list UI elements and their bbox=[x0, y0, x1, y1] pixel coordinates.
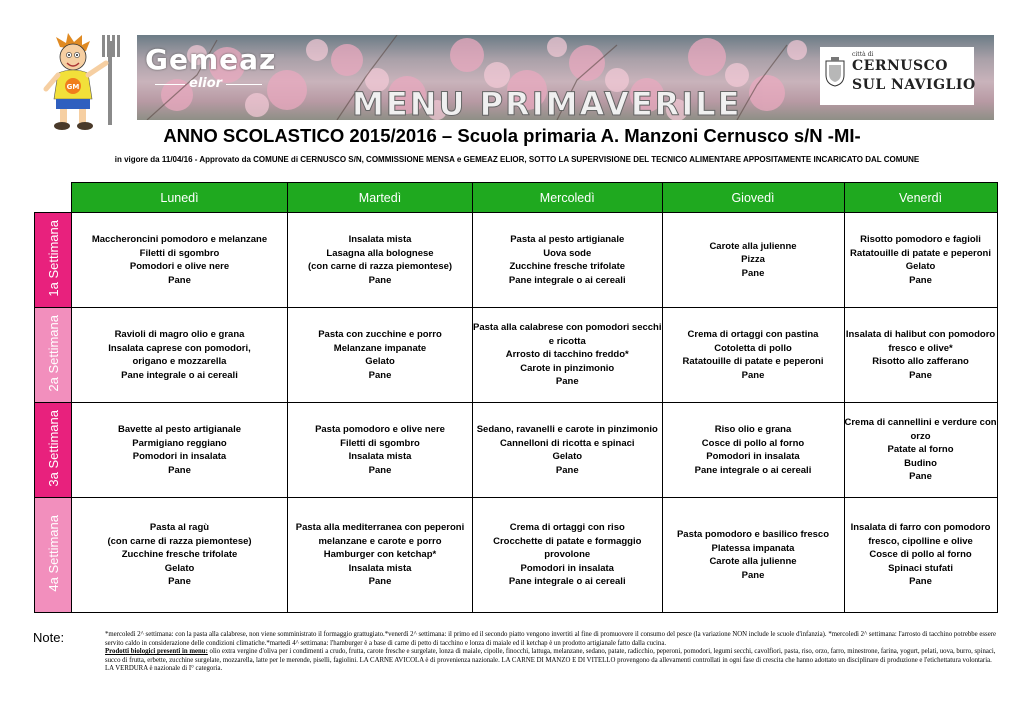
menu-cell-wednesday bbox=[473, 403, 663, 498]
menu-item: Ravioli di magro olio e grana bbox=[114, 329, 245, 340]
menu-item: Melanzane impanate bbox=[333, 342, 427, 354]
menu-item: melanzane e carote e porro bbox=[318, 535, 442, 547]
menu-item: Pasta pomodoro e olive nere bbox=[315, 424, 445, 435]
menu-item: Insalata caprese con pomodori, bbox=[108, 342, 251, 354]
menu-cell-friday bbox=[844, 308, 997, 403]
menu-item: Uova sode bbox=[543, 247, 592, 259]
day-header-friday: Venerdì bbox=[844, 183, 997, 213]
week-row bbox=[35, 403, 998, 498]
week-label: 1a Settimana bbox=[45, 219, 61, 297]
menu-item: Pasta al pesto artigianale bbox=[510, 234, 625, 245]
menu-item: Pane integrale o ai cereali bbox=[694, 464, 812, 476]
menu-item: Riso olio e grana bbox=[714, 424, 792, 435]
menu-item: Pomodori in insalata bbox=[520, 562, 614, 574]
menu-item: provolone bbox=[544, 549, 591, 561]
menu-item: Insalata mista bbox=[348, 234, 412, 245]
menu-item: Pasta alla calabrese con pomodori secchi bbox=[473, 322, 662, 334]
menu-item: Carote in pinzimonio bbox=[520, 362, 615, 374]
menu-cell-tuesday bbox=[288, 403, 473, 498]
note-organic-heading: Prodotti biologici presenti in menu: bbox=[105, 648, 208, 656]
menu-item: Crema di ortaggi con riso bbox=[509, 522, 625, 534]
brand-name: Gemeaz bbox=[145, 43, 277, 76]
page-subtitle: in vigore da 11/04/16 - Approvato da COMUNE di CERNUSCO S/N, COMMISSIONE MENSA e GEMEAZ ELIOR, SOTTO LA SUPERVISIONE DEL TECNICO ALIMENTARE APPOSITAMENTE INCARICATO DAL COMUNE bbox=[114, 155, 920, 164]
menu-item: fresco e olive* bbox=[888, 342, 953, 354]
menu-cell-monday bbox=[72, 498, 288, 613]
season-title: MENU PRIMAVERILE bbox=[352, 85, 742, 120]
menu-item: (con carne di razza piemontese) bbox=[307, 261, 453, 272]
menu-cell-friday bbox=[844, 403, 997, 498]
menu-cell-wednesday bbox=[473, 308, 663, 403]
menu-item: Pane bbox=[555, 464, 579, 476]
menu-item: Lasagna alla bolognese bbox=[326, 247, 434, 259]
menu-item: Pomodori in insalata bbox=[132, 451, 227, 462]
menu-item: Sedano, ravanelli e carote in pinzimonio bbox=[476, 424, 658, 435]
menu-item: Cannelloni di ricotta e spinaci bbox=[499, 437, 635, 449]
week-row bbox=[35, 308, 998, 403]
menu-item: Ratatouille di patate e peperoni bbox=[850, 247, 991, 259]
menu-item: Pane bbox=[555, 376, 579, 388]
menu-item: Insalata di farro con pomodoro bbox=[850, 522, 991, 534]
day-header-tuesday: Martedì bbox=[288, 183, 473, 213]
menu-cell-thursday bbox=[662, 403, 844, 498]
week-label-cell bbox=[35, 403, 72, 498]
menu-item: Crema di ortaggi con pastina bbox=[687, 329, 819, 340]
menu-cell-monday bbox=[72, 213, 288, 308]
menu-item: Risotto pomodoro e fagioli bbox=[860, 234, 981, 245]
menu-cell-tuesday bbox=[288, 213, 473, 308]
menu-item: Pasta con zucchine e porro bbox=[318, 329, 442, 340]
menu-cell-thursday bbox=[662, 308, 844, 403]
menu-item: Pane bbox=[909, 274, 932, 286]
menu-item: Pane bbox=[168, 464, 191, 476]
day-header-row bbox=[35, 183, 998, 213]
menu-item: Hamburger con ketchap* bbox=[323, 549, 437, 561]
menu-item: Insalata mista bbox=[348, 562, 412, 574]
comune-name-line1: CERNUSCO bbox=[852, 58, 948, 74]
menu-item: Cosce di pollo al forno bbox=[869, 549, 972, 561]
menu-item: Pane integrale o ai cereali bbox=[508, 576, 626, 588]
menu-item: Spinaci stufati bbox=[888, 562, 953, 574]
menu-item: (con carne di razza piemontese) bbox=[107, 535, 252, 547]
menu-item: Filetti di sgombro bbox=[139, 247, 220, 259]
menu-item: Gelato bbox=[905, 261, 936, 272]
menu-cell-tuesday bbox=[288, 498, 473, 613]
menu-cell-monday bbox=[72, 308, 288, 403]
menu-table bbox=[34, 182, 998, 613]
day-header-wednesday: Mercoledì bbox=[473, 183, 663, 213]
menu-item: Zucchine fresche trifolate bbox=[121, 549, 238, 561]
menu-item: Insalata mista bbox=[348, 451, 412, 462]
menu-cell-friday bbox=[844, 213, 997, 308]
menu-item: Pane bbox=[168, 576, 191, 588]
note-paragraph-1: *mercoledì 2^ settimana: con la pasta alla calabrese, non viene somministrato il formaggio grattugiato.*venerdì 2^ settimana: il primo ed il secondo piatto vengono invertiti al fine di promuovere il consumo del pesce (la variazione NON include le scuole d'infanzia). *mercoledì 2^ settimana: l'arrosto di tacchino potrebbe essere servito caldo in considerazione delle condizioni climatiche.*martedì 4^ settimana: l'hamburger è a base di carne di petto di tacchino e lonza di maiale ed il ketchap è un prodotto artigianale fatto dalla cucina. bbox=[105, 631, 996, 647]
menu-item: Pane bbox=[909, 576, 932, 588]
menu-item: Bavette al pesto artigianale bbox=[117, 424, 242, 435]
crest-icon bbox=[825, 57, 845, 87]
menu-item: Pomodori e olive nere bbox=[129, 261, 230, 272]
week-label-cell bbox=[35, 213, 72, 308]
comune-logo bbox=[820, 47, 974, 105]
menu-cell-friday bbox=[844, 498, 997, 613]
menu-cell-monday bbox=[72, 403, 288, 498]
menu-item: Budino bbox=[904, 457, 937, 469]
menu-item: Maccheroncini pomodoro e melanzane bbox=[91, 234, 268, 245]
day-header-monday: Lunedì bbox=[72, 183, 288, 213]
menu-item: Pane integrale o ai cereali bbox=[508, 274, 626, 286]
brand-subname: elior bbox=[189, 76, 223, 91]
corner-cell bbox=[35, 183, 72, 213]
menu-item: Crocchette di patate e formaggio bbox=[493, 535, 642, 547]
page-title: ANNO SCOLASTICO 2015/2016 – Scuola primaria A. Manzoni Cernusco s/N -MI- bbox=[163, 125, 861, 146]
menu-item: Insalata di halibut con pomodoro bbox=[845, 329, 996, 340]
menu-item: Pizza bbox=[741, 254, 765, 266]
note-paragraph-2 bbox=[105, 648, 1000, 674]
menu-item: Cosce di pollo al forno bbox=[701, 437, 805, 449]
note-label: Note: bbox=[33, 630, 65, 645]
menu-item: Pasta alla mediterranea con peperoni bbox=[295, 522, 465, 534]
menu-item: Filetti di sgombro bbox=[340, 437, 420, 449]
menu-item: Arrosto di tacchino freddo* bbox=[505, 349, 629, 361]
menu-item: Pane bbox=[168, 274, 191, 286]
menu-cell-wednesday bbox=[473, 213, 663, 308]
comune-prefix: città di bbox=[852, 51, 874, 58]
menu-item: Parmigiano reggiano bbox=[132, 437, 227, 449]
note-text bbox=[105, 631, 1000, 674]
menu-cell-thursday bbox=[662, 498, 844, 613]
menu-item: Pane bbox=[909, 471, 932, 483]
menu-item: fresco, cipolline e olive bbox=[868, 535, 973, 547]
menu-item: Crema di cannellini e verdure con bbox=[844, 417, 997, 429]
menu-item: Pane bbox=[741, 369, 765, 381]
menu-item: Zucchine fresche trifolate bbox=[509, 261, 626, 272]
week-label: 4a Settimana bbox=[45, 514, 61, 592]
menu-item: Pane integrale o ai cereali bbox=[121, 369, 238, 381]
menu-cell-thursday bbox=[662, 213, 844, 308]
comune-name-line2: SUL NAVIGLIO bbox=[852, 77, 976, 93]
menu-item: Carote alla julienne bbox=[709, 556, 797, 567]
menu-item: Cotoletta di pollo bbox=[714, 342, 792, 354]
note-organic-text: olio extra vergine d'oliva per i condimenti a crudo, frutta, carote fresche e surgelate, lonza di maiale, cipolle, finocchi, lattuga, melanzane, sedano, patate, radicchio, peperoni, pomodori, legumi secchi, cavolfiori, pasta, riso, orzo, farro, minestrone, farina, yogurt, pelati, uova, burro, spinaci, succo di frutta, erbette, zucchine surgelate, mozzarella, latte per le merende, piselli, fagiolini. LA CARNE AVICOLA è di provenienza nazionale. LA CARNE DI MANZO E DI VITELLO provengono da allevamenti controllati in ogni fase di crescita che hanno adottato un disciplinare di produzione e l'etichettatura volontaria. LA VERDURA è nazionale di I° categoria. bbox=[105, 648, 996, 673]
menu-item: Pane bbox=[368, 274, 392, 286]
menu-item: e ricotta bbox=[548, 335, 586, 347]
weeks-body bbox=[35, 213, 998, 613]
menu-item: Pane bbox=[741, 267, 765, 279]
menu-item: Ratatouille di patate e peperoni bbox=[682, 356, 824, 367]
menu-item: Pane bbox=[909, 369, 932, 381]
menu-item: Pane bbox=[368, 369, 392, 381]
menu-item: Patate al forno bbox=[887, 444, 954, 456]
menu-item: Pane bbox=[368, 576, 392, 588]
header-banner bbox=[137, 35, 994, 120]
menu-item: Gelato bbox=[365, 356, 395, 367]
mascot-logo bbox=[38, 33, 130, 133]
menu-cell-tuesday bbox=[288, 308, 473, 403]
mascot-badge-text: GM bbox=[66, 83, 80, 91]
menu-item: Pane bbox=[368, 464, 392, 476]
week-row bbox=[35, 213, 998, 308]
menu-item: orzo bbox=[910, 430, 931, 442]
menu-item: Platessa impanata bbox=[711, 542, 795, 554]
week-label: 3a Settimana bbox=[45, 409, 61, 487]
menu-item: Gelato bbox=[164, 562, 195, 574]
menu-item: Risotto allo zafferano bbox=[872, 356, 969, 367]
menu-item: origano e mozzarella bbox=[132, 356, 227, 367]
menu-item: Pomodori in insalata bbox=[706, 451, 800, 462]
week-label: 2a Settimana bbox=[45, 314, 61, 392]
menu-item: Pane bbox=[741, 569, 765, 581]
week-label-cell bbox=[35, 498, 72, 613]
menu-item: Gelato bbox=[552, 451, 583, 462]
day-header-thursday: Giovedì bbox=[662, 183, 844, 213]
week-row bbox=[35, 498, 998, 613]
menu-item: Carote alla julienne bbox=[709, 240, 797, 252]
menu-cell-wednesday bbox=[473, 498, 663, 613]
menu-item: Pasta al ragù bbox=[149, 522, 210, 534]
menu-item: Pasta pomodoro e basilico fresco bbox=[676, 529, 830, 540]
week-label-cell bbox=[35, 308, 72, 403]
